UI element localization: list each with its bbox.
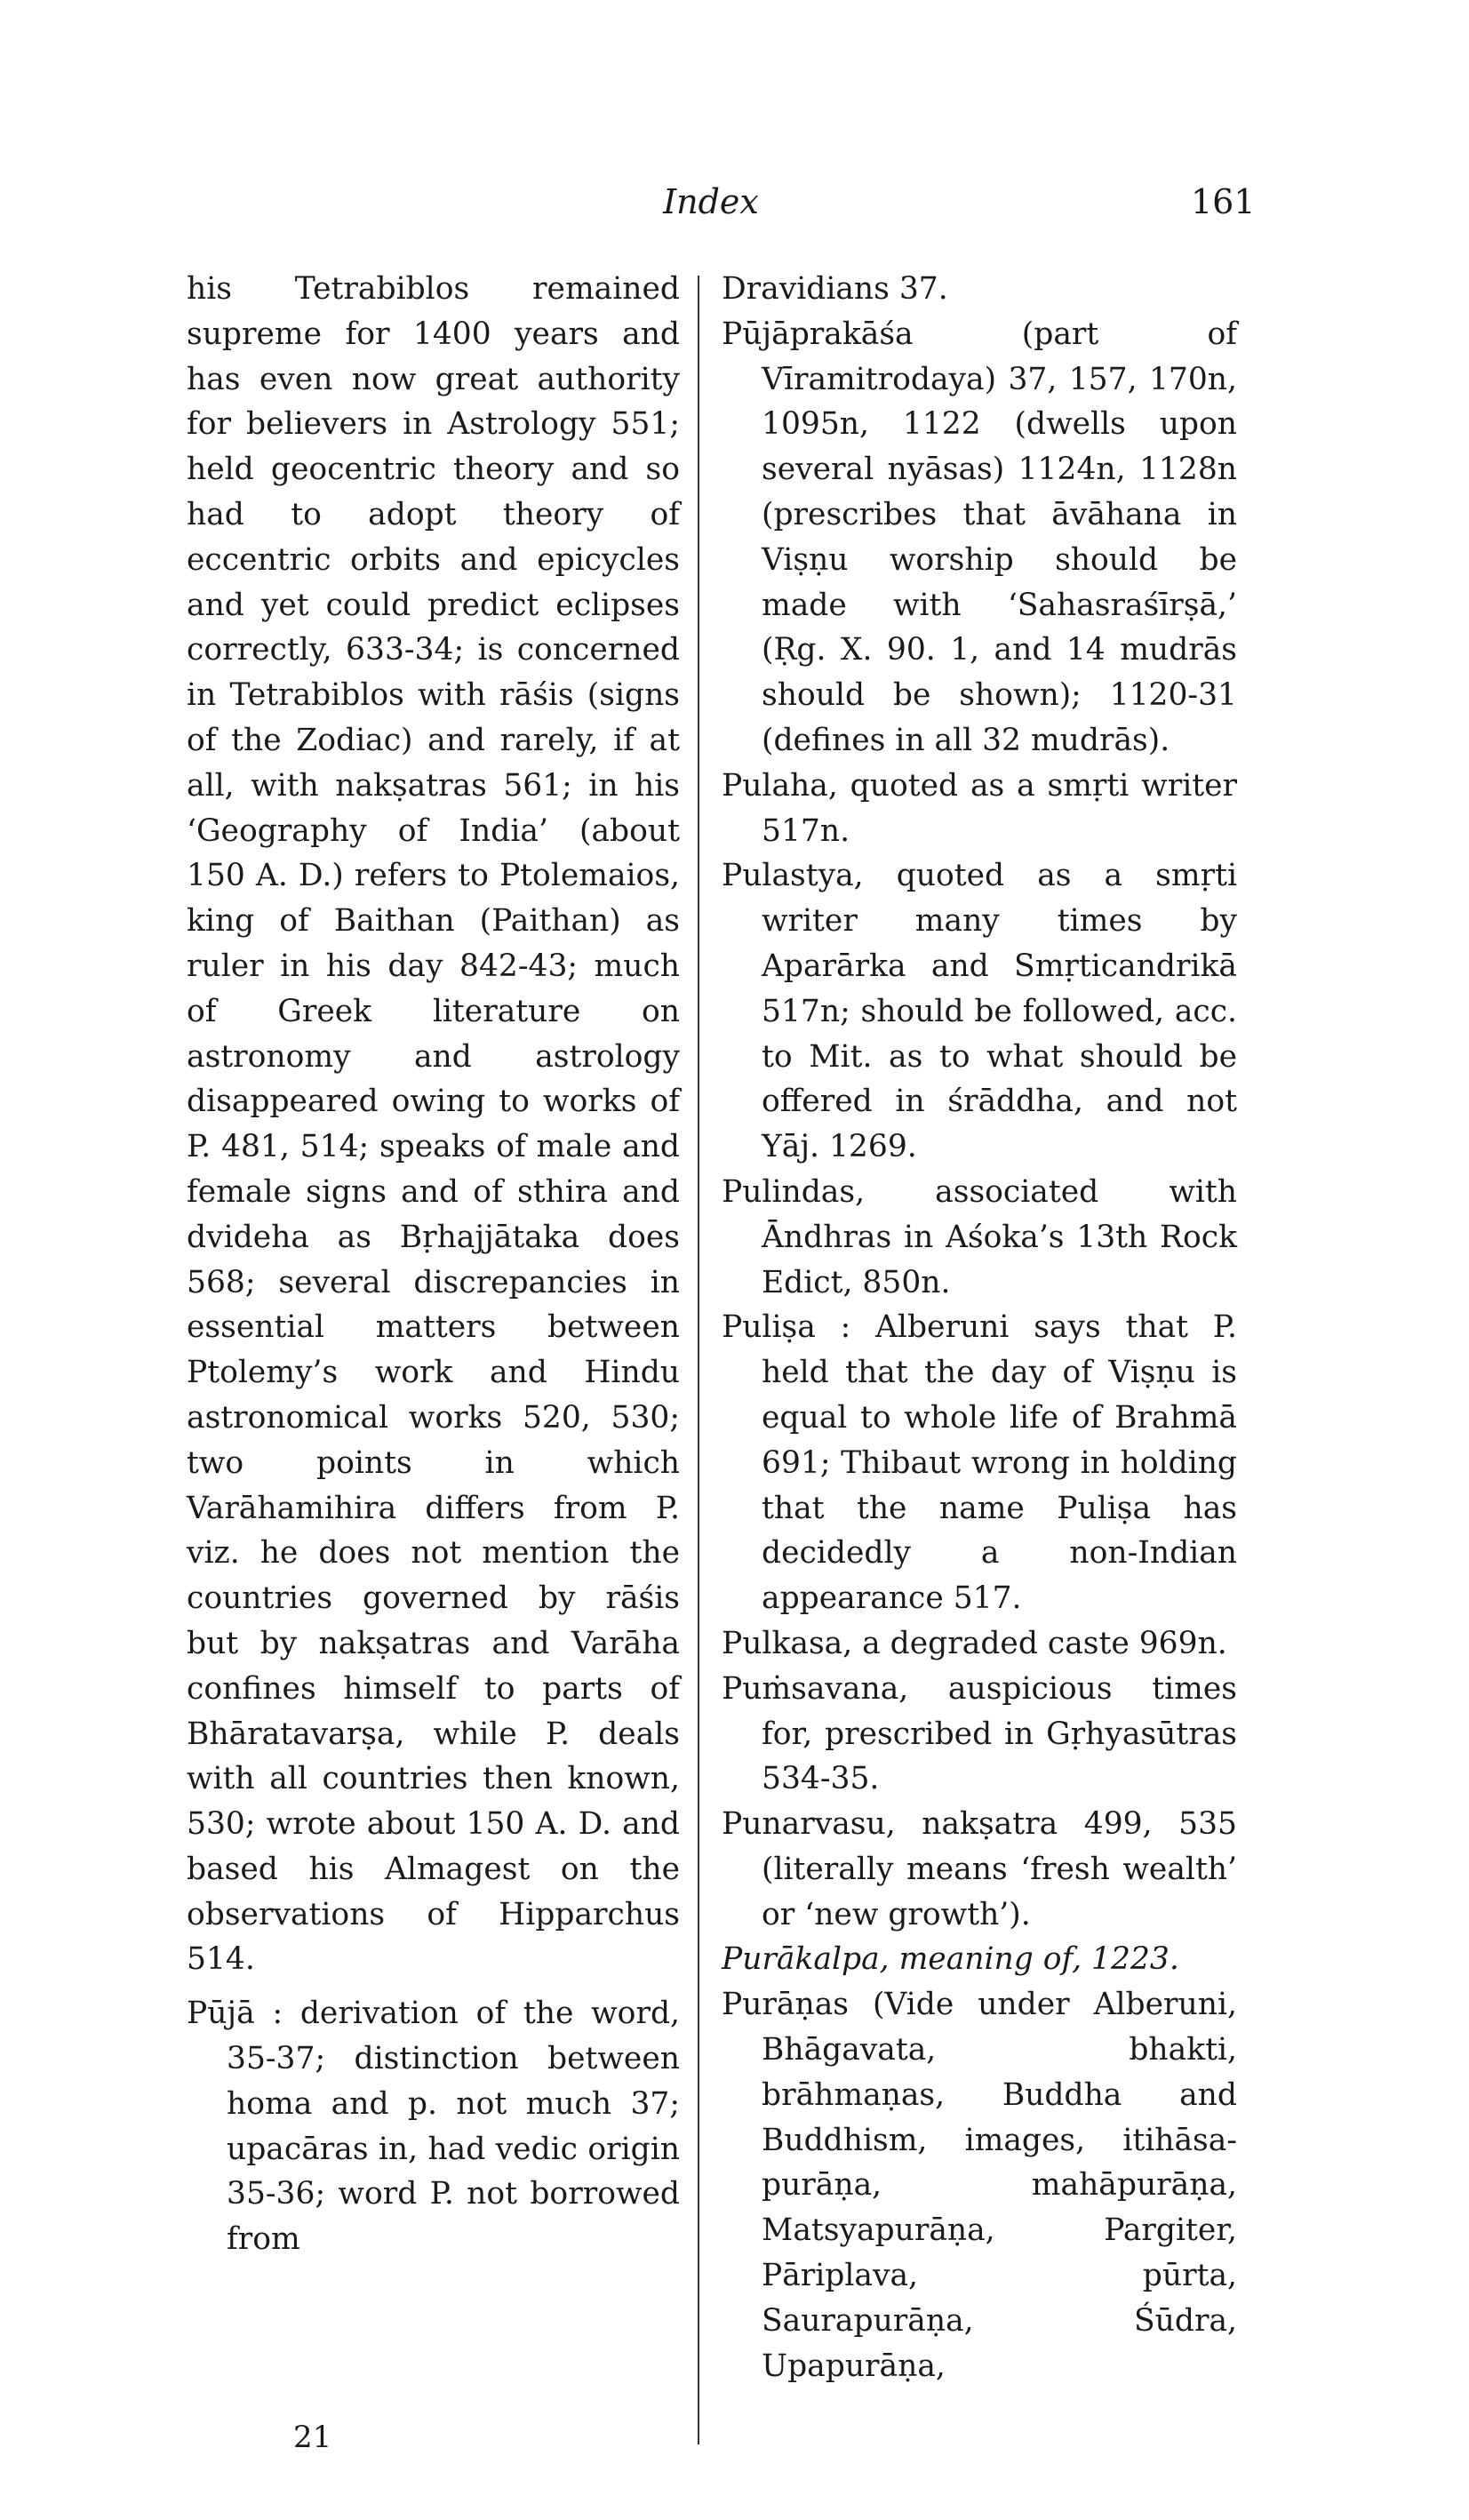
- index-entry: Punarvasu, nakṣatra 499, 535 (literally means ‘fresh wealth’ or ‘new growth’).: [722, 1806, 1237, 1932]
- index-entry: Pulastya, quoted as a smṛti writer many times by Aparārka and Smṛticandrikā 517n; should be followed, acc. to Mit. as to what should be offered in śrāddha, and not Yāj. 1269.: [722, 858, 1237, 1165]
- index-entry: Pulindas, associated with Āndhras in Aśoka’s 13th Rock Edict, 850n.: [722, 1173, 1237, 1300]
- index-entry: Pulkasa, a degraded caste 969n.: [722, 1625, 1227, 1661]
- index-entry: Puliṣa : Alberuni says that P. held that the day of Viṣṇu is equal to whole life of Brahmā 691; Thibaut wrong in holding that the name Puliṣa has decidedly a non-Indian appearance 517.: [722, 1309, 1237, 1617]
- signature-mark: 21: [293, 2420, 332, 2455]
- running-header-title: Index: [663, 182, 759, 221]
- index-entry: Pūjāprakāśa (part of Vīramitrodaya) 37, 157, 170n, 1095n, 1122 (dwells upon several nyāsas) 1124n, 1128n (prescribes that āvāhana in Viṣṇu worship should be made with ‘Sahasraśīrṣā,’ (Ṛg. X. 90. 1, and 14 mudrās should be shown); 1120-31 (defines in all 32 mudrās).: [722, 316, 1237, 758]
- right-column: [722, 267, 1237, 2388]
- index-entry: Pulaha, quoted as a smṛti writer 517n.: [722, 767, 1237, 849]
- index-entry: Dravidians 37.: [722, 271, 948, 307]
- index-entry: Purāṇas (Vide under Alberuni, Bhāgavata, bhakti, brāhmaṇas, Buddha and Buddhism, images, itihāsa-purāṇa, mahāpurāṇa, Matsyapurāṇa, Pargiter, Pāriplava, pūrta, Saurapurāṇa, Śūdra, Upapurāṇa,: [722, 1987, 1237, 2384]
- index-entry: Purākalpa, meaning of, 1223.: [722, 1941, 1179, 1978]
- column-divider: [698, 276, 699, 2444]
- left-column: [187, 267, 680, 2262]
- index-entry-puja: Pūjā : derivation of the word, 35-37; distinction between homa and p. not much 37; upacāras in, had vedic origin 35-36; word P. not borrowed from: [187, 1996, 680, 2258]
- continued-entry-text: his Tetrabiblos remained supreme for 1400 years and has even now great authority for believers in Astrology 551; held geocentric theory and so had to adopt theory of eccentric orbits and epicycles and yet could predict eclipses correctly, 633-34; is concerned in Tetrabiblos with rāśis (signs of the Zodiac) and rarely, if at all, with nakṣatras 561; in his ‘Geography of India’ (about 150 A. D.) refers to Ptolemaios, king of Baithan (Paithan) as ruler in his day 842-43; much of Greek literature on astronomy and astrology disappeared owing to works of P. 481, 514; speaks of male and female signs and of sthira and dvideha as Bṛhajjātaka does 568; several discrepancies in essential matters between Ptolemy’s work and Hindu astronomical works 520, 530; two points in which Varāhamihira differs from P. viz. he does not mention the countries governed by rāśis but by nakṣatras and Varāha confines himself to parts of Bhāratavarṣa, while P. deals with all countries then known, 530; wrote about 150 A. D. and based his Almagest on the observations of Hipparchus 514.: [187, 271, 680, 1978]
- page-number: 161: [1191, 182, 1256, 221]
- index-entry: Puṁsavana, auspicious times for, prescribed in Gṛhyasūtras 534-35.: [722, 1670, 1237, 1797]
